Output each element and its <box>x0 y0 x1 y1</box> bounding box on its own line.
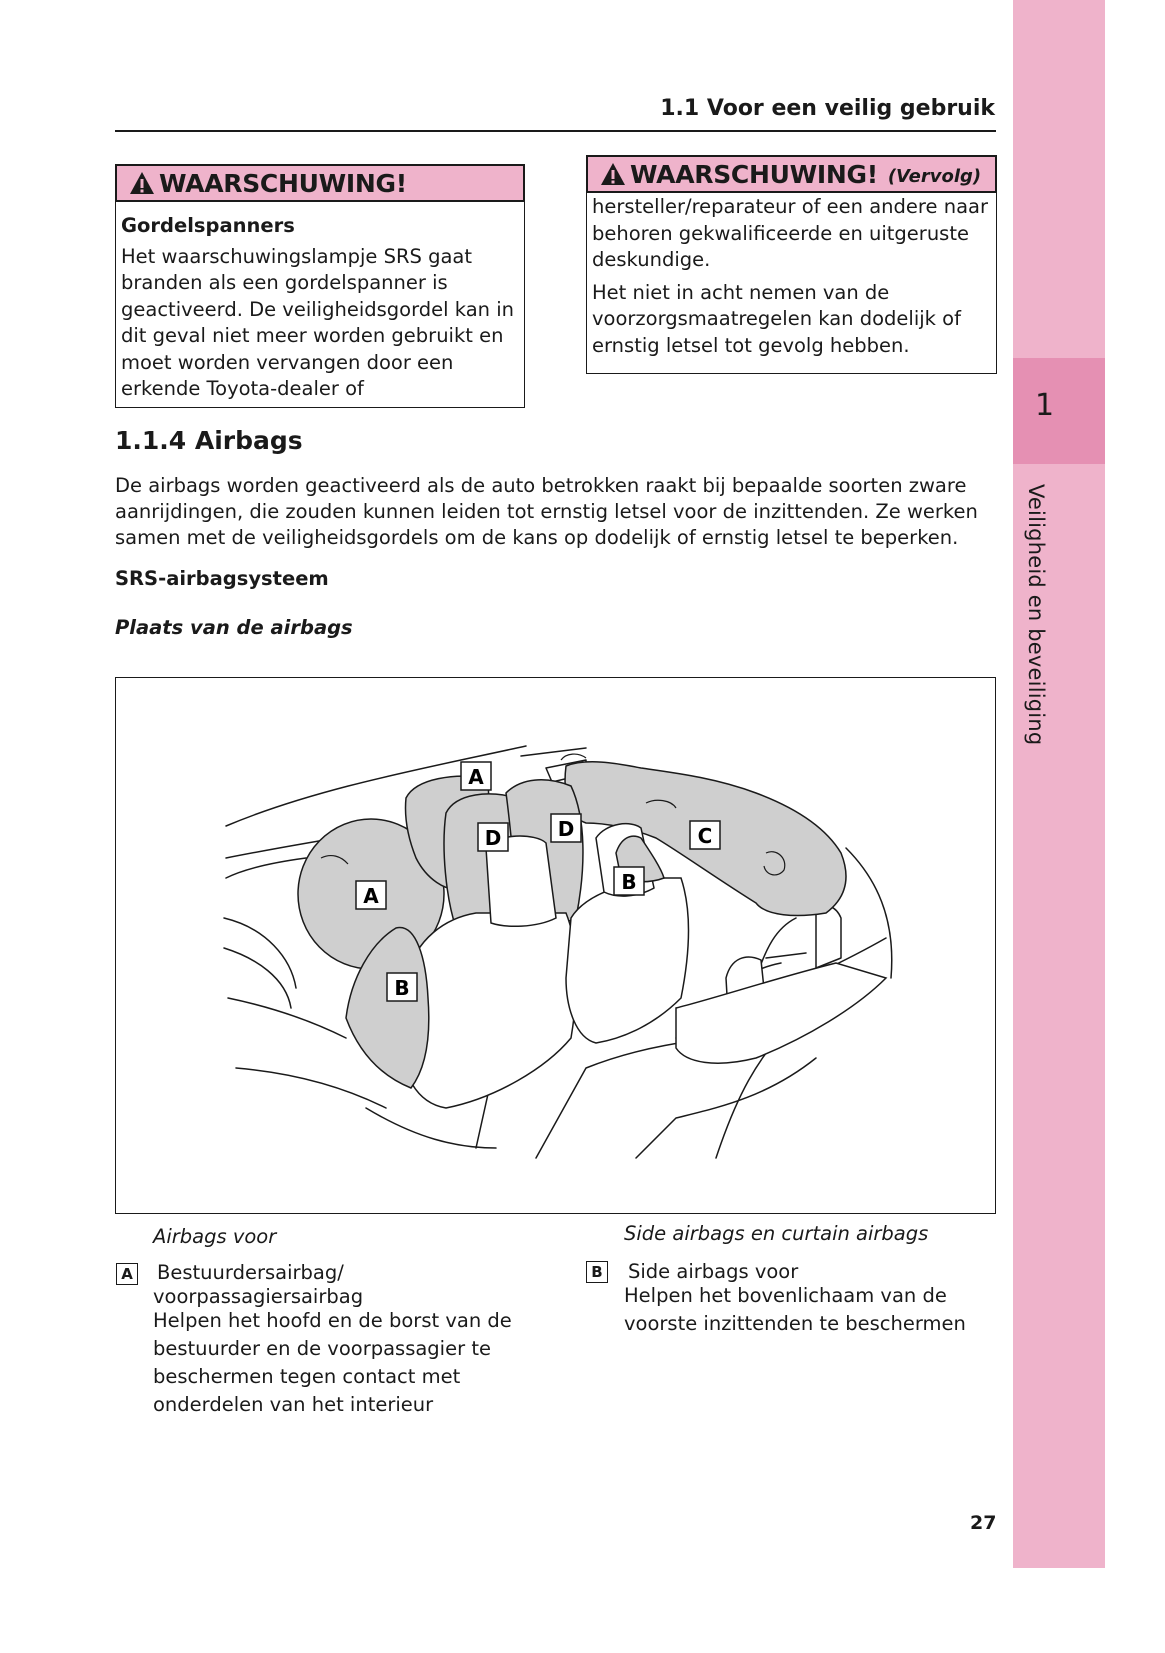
item-a-title-2: voorpassagiersairbag <box>153 1285 364 1308</box>
warning-subtitle: Gordelspanners <box>121 214 295 237</box>
header-rule <box>115 130 996 132</box>
location-heading: Plaats van de airbags <box>115 616 353 639</box>
label-d-right <box>551 814 581 842</box>
svg-text:A: A <box>468 765 484 789</box>
warning-continued-label: (Vervolg) <box>887 165 982 187</box>
label-a-upper <box>461 762 491 790</box>
warning-title: WAARSCHUWING! <box>630 159 878 189</box>
label-a-lower <box>356 881 386 909</box>
item-a-title: Bestuurdersairbag/ <box>157 1261 344 1284</box>
item-a-body: Helpen het hoofd en de borst van de bestuurder en de voorpassagier te beschermen tegen contact met onderdelen van het interieur <box>153 1309 512 1416</box>
warning-body: Het niet in acht nemen van de voorzorgsmaatregelen kan dodelijk of ernstig letsel tot gevolg hebben. <box>592 280 961 357</box>
side-airbags-heading: Side airbags en curtain airbags <box>624 1222 929 1245</box>
label-d-left <box>478 823 508 851</box>
label-c <box>690 821 720 849</box>
sidebar-strip <box>1013 0 1105 1568</box>
airbag-location-figure <box>115 677 996 1214</box>
chapter-title: Veiligheid en beveiliging <box>1024 484 1048 746</box>
item-b-body: Helpen het bovenlichaam van de voorste inzittenden te beschermen <box>624 1284 966 1335</box>
svg-text:D: D <box>484 826 502 850</box>
label-b-left <box>387 973 417 1001</box>
passenger-seat <box>566 878 689 1043</box>
warning-icon <box>600 162 626 186</box>
chapter-tab[interactable] <box>1013 358 1105 464</box>
section-intro: De airbags worden geactiveerd als de auto betrokken raakt bij bepaalde soorten zware aanrijdingen, die zouden kunnen leiden tot ernstig letsel voor de inzittenden. Ze werken samen met de veiligheidsgordels om de kans op dodelijk of ernstig letsel te beperken. <box>115 474 978 549</box>
svg-text:C: C <box>697 824 713 848</box>
item-b-title: Side airbags voor <box>628 1260 799 1283</box>
warning-title: WAARSCHUWING! <box>159 168 407 198</box>
svg-text:B: B <box>394 976 410 1000</box>
badge-b: B <box>586 1261 608 1283</box>
badge-a: A <box>116 1263 138 1285</box>
svg-text:D: D <box>557 817 575 841</box>
svg-text:A: A <box>363 884 379 908</box>
section-heading: 1.1.4 Airbags <box>115 426 303 455</box>
svg-text:B: B <box>621 870 637 894</box>
page-number: 27 <box>970 1512 997 1534</box>
warning-body: Het waarschuwingslampje SRS gaat branden als een gordelspanner is geactiveerd. De veiligheidsgordel kan in dit geval niet meer worden gebruikt en moet worden vervangen door een erkende Toyota-dealer of <box>121 244 514 400</box>
warning-header-continued <box>586 155 997 193</box>
label-b-right <box>614 867 644 895</box>
chapter-number: 1 <box>1035 388 1055 423</box>
system-heading: SRS-airbagsysteem <box>115 567 329 590</box>
front-airbags-heading: Airbags voor <box>153 1225 277 1248</box>
warning-icon <box>129 171 155 195</box>
warning-body: hersteller/reparateur of een andere naar behoren gekwalificeerde en uitgeruste deskundige. <box>592 195 988 271</box>
warning-header <box>115 164 525 202</box>
car-interior-illustration <box>116 678 995 1213</box>
section-header: 1.1 Voor een veilig gebruik <box>660 96 995 121</box>
warning-box-right <box>586 193 997 374</box>
warning-box-left <box>115 202 525 408</box>
